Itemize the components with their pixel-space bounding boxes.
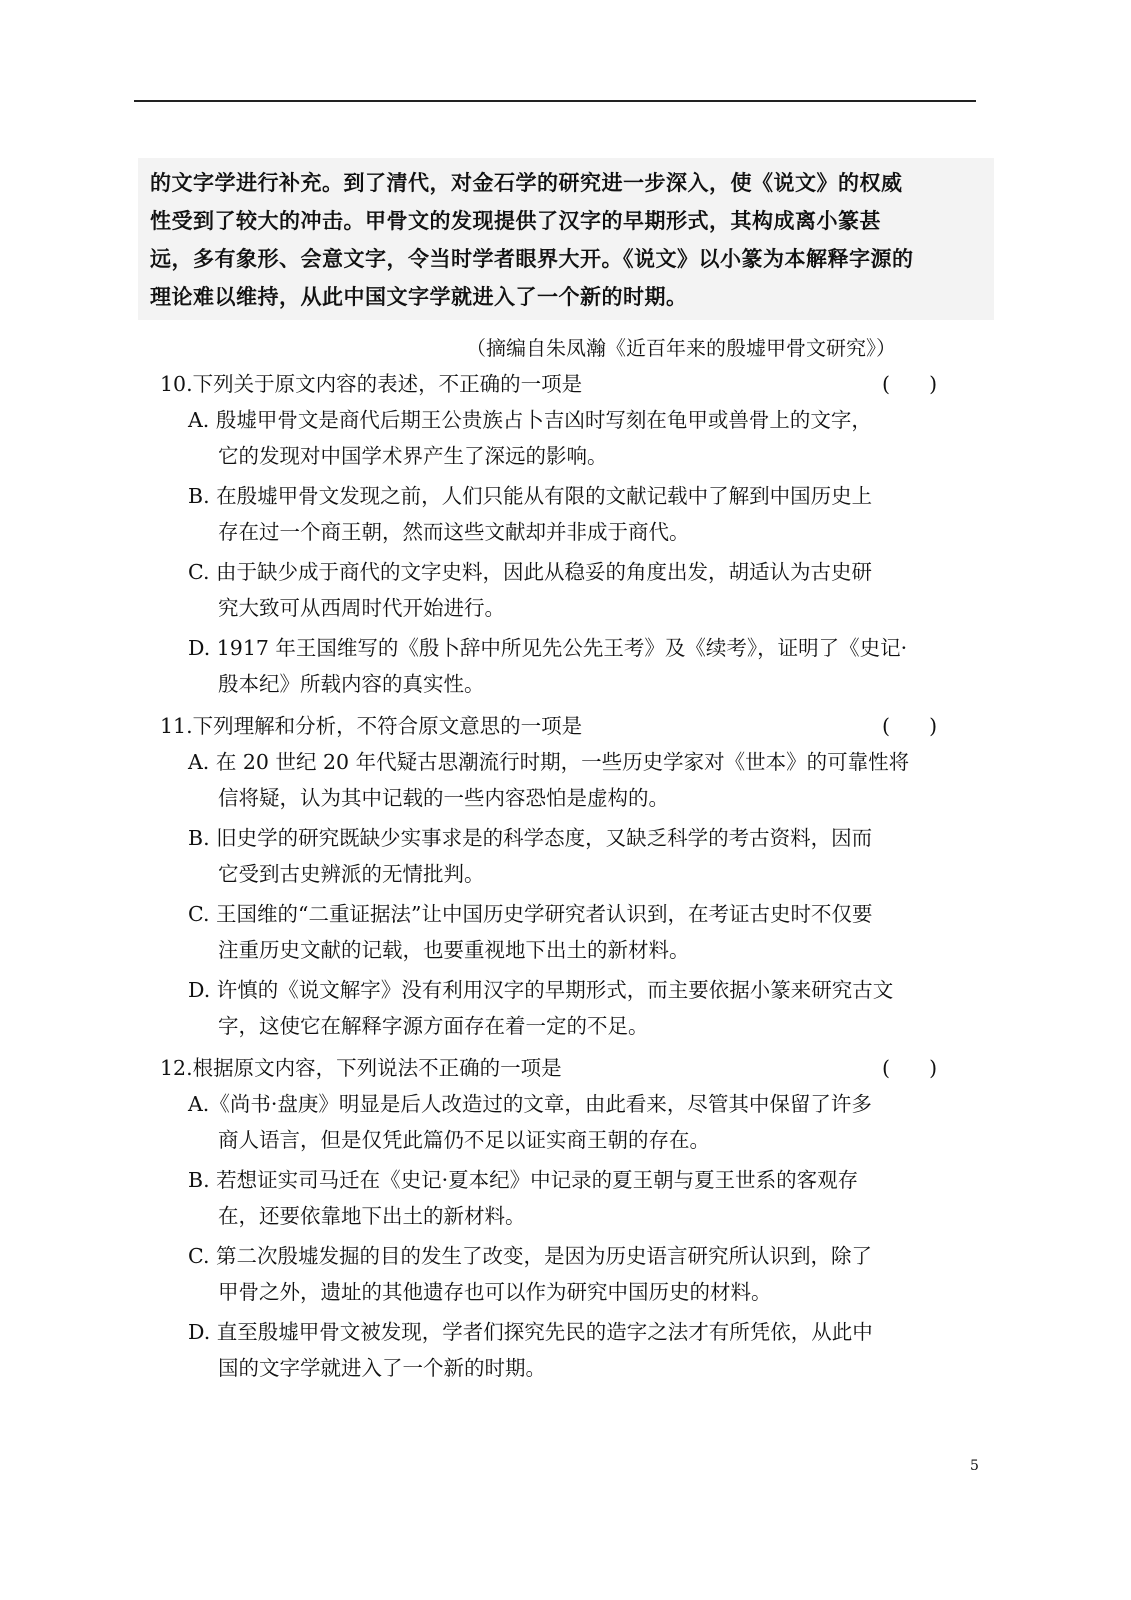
option-text: 它受到古史辨派的无情批判。 [218,862,485,886]
source-citation: （摘编自朱凤瀚《近百年来的殷墟甲骨文研究》） [466,336,896,360]
question-stem-text: 10.下列关于原文内容的表述，不正确的一项是 [160,372,583,396]
option-text: B. 若想证实司马迁在《史记·夏本纪》中记录的夏王朝与夏王世系的客观存 [188,1168,859,1192]
option-b[interactable] [160,820,960,892]
option-text: C. 王国维的“二重证据法”让中国历史学研究者认识到，在考证古史时不仅要 [188,902,873,926]
option-text: D. 直至殷墟甲骨文被发现，学者们探究先民的造字之法才有所凭依，从此中 [188,1320,873,1344]
question-stem [160,366,960,402]
question-stem-text: 11.下列理解和分析，不符合原文意思的一项是 [160,714,583,738]
option-text: 注重历史文献的记载，也要重视地下出土的新材料。 [218,938,690,962]
option-a[interactable] [160,402,960,474]
question-10 [160,366,960,706]
question-stem [160,708,960,744]
option-c[interactable] [160,554,960,626]
passage-line: 性受到了较大的冲击。甲骨文的发现提供了汉字的早期形式，其构成离小篆甚 [150,209,881,233]
option-c[interactable] [160,1238,960,1310]
option-text: 在，还要依靠地下出土的新材料。 [218,1204,526,1228]
answer-blank[interactable]: ( ) [882,714,938,738]
option-text: 它的发现对中国学术界产生了深远的影响。 [218,444,608,468]
option-d[interactable] [160,1314,960,1386]
option-text: B. 旧史学的研究既缺少实事求是的科学态度，又缺乏科学的考古资料，因而 [188,826,873,850]
option-text: 字，这使它在解释字源方面存在着一定的不足。 [218,1014,649,1038]
option-text: B. 在殷墟甲骨文发现之前，人们只能从有限的文献记载中了解到中国历史上 [188,484,873,508]
passage-line: 的文字学进行补充。到了清代，对金石学的研究进一步深入，使《说文》的权威 [150,171,903,195]
option-text: C. 由于缺少成于商代的文字史料，因此从稳妥的角度出发，胡适认为古史研 [188,560,872,584]
option-text: C. 第二次殷墟发掘的目的发生了改变，是因为历史语言研究所认识到，除了 [188,1244,872,1268]
option-text: D. 1917 年王国维写的《殷卜辞中所见先公先王考》及《续考》，证明了《史记· [188,636,908,660]
option-b[interactable] [160,1162,960,1234]
passage-excerpt [138,158,994,320]
header-rule [134,100,976,102]
answer-blank[interactable]: ( ) [882,1056,938,1080]
answer-blank[interactable]: ( ) [882,372,938,396]
option-d[interactable] [160,630,960,702]
option-c[interactable] [160,896,960,968]
option-text: 信将疑，认为其中记载的一些内容恐怕是虚构的。 [218,786,669,810]
question-11 [160,708,960,1048]
option-text: A. 在 20 世纪 20 年代疑古思潮流行时期，一些历史学家对《世本》的可靠性将 [188,750,910,774]
option-text: A. 殷墟甲骨文是商代后期王公贵族占卜吉凶时写刻在龟甲或兽骨上的文字， [188,408,872,432]
option-b[interactable] [160,478,960,550]
option-a[interactable] [160,744,960,816]
option-text: D. 许慎的《说文解字》没有利用汉字的早期形式，而主要依据小篆来研究古文 [188,978,894,1002]
option-text: 甲骨之外，遗址的其他遗存也可以作为研究中国历史的材料。 [218,1280,772,1304]
option-text: A.《尚书·盘庚》明显是后人改造过的文章，由此看来，尽管其中保留了许多 [188,1092,872,1116]
passage-line: 远，多有象形、会意文字，令当时学者眼界大开。《说文》以小篆为本解释字源的 [150,247,914,271]
option-text: 商人语言，但是仅凭此篇仍不足以证实商王朝的存在。 [218,1128,710,1152]
page-number: 5 [970,1458,979,1474]
option-a[interactable] [160,1086,960,1158]
option-d[interactable] [160,972,960,1044]
question-12 [160,1050,960,1390]
option-text: 国的文字学就进入了一个新的时期。 [218,1356,546,1380]
question-stem-text: 12.根据原文内容，下列说法不正确的一项是 [160,1056,562,1080]
option-text: 殷本纪》所载内容的真实性。 [218,672,485,696]
option-text: 存在过一个商王朝，然而这些文献却并非成于商代。 [218,520,690,544]
question-stem [160,1050,960,1086]
option-text: 究大致可从西周时代开始进行。 [218,596,505,620]
passage-line: 理论难以维持，从此中国文字学就进入了一个新的时期。 [150,285,688,309]
